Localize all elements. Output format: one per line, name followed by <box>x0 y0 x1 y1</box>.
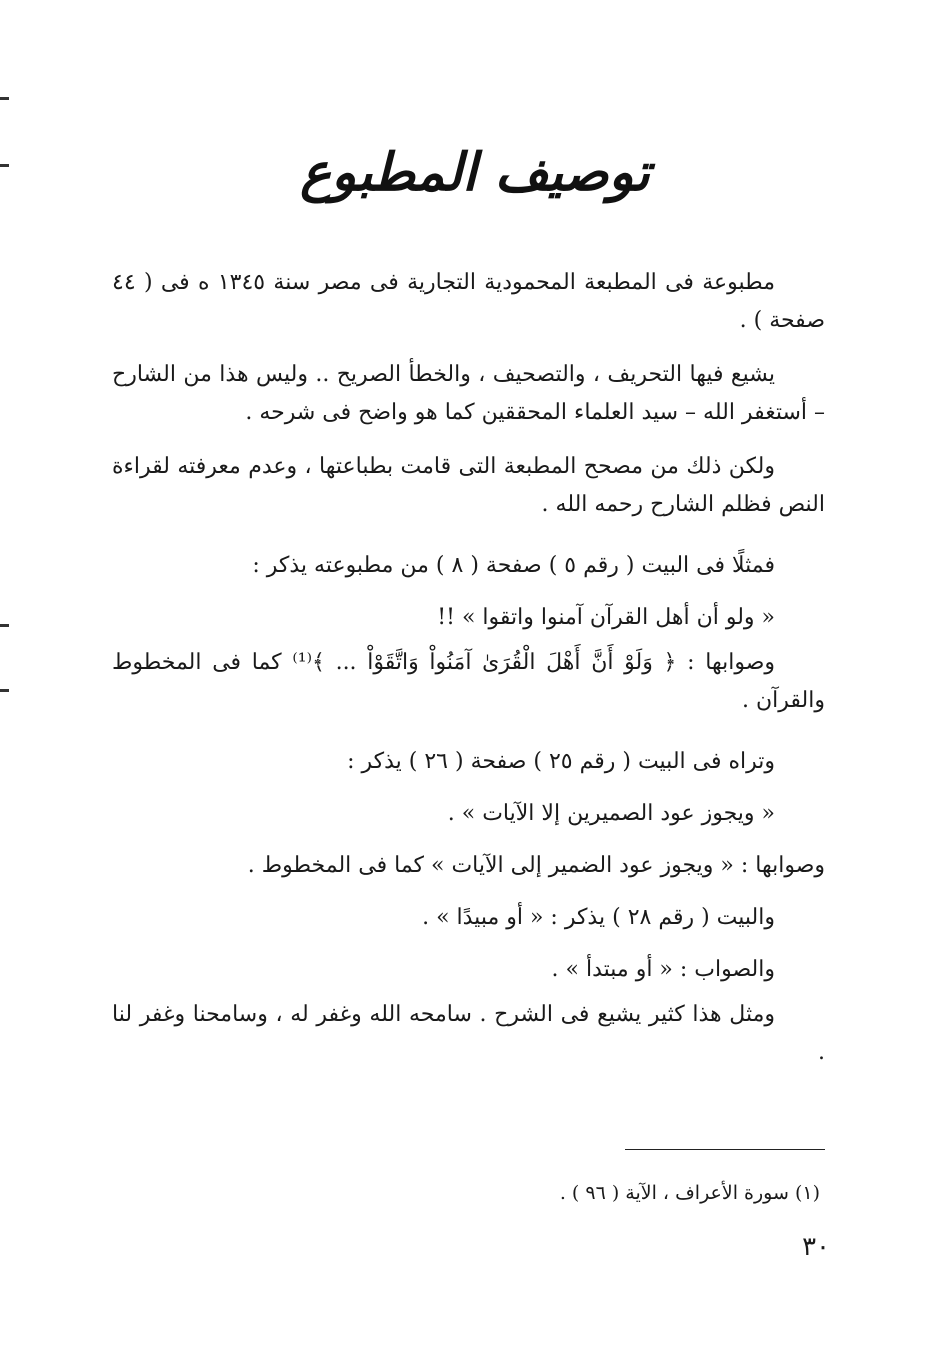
scan-edge-mark <box>0 689 9 692</box>
paragraph-corrector: ولكن ذلك من مصحح المطبعة التى قامت بطباعتها ، وعدم معرفته لقراءة النص فظلم الشارح رحمه الله . <box>112 454 825 517</box>
page-title: توصيف المطبوع <box>300 142 650 203</box>
quoted-error-line: « ولو أن أهل القرآن آمنوا واتقوا » !! <box>437 605 775 630</box>
correction-line: وصوابها : « ويجوز عود الضمير إلى الآيات » كما فى المخطوط . <box>247 853 825 878</box>
paragraph-errors: يشيع فيها التحريف ، والتصحيف ، والخطأ الصريح .. وليس هذا من الشارح – أستغفر الله – سيد العلماء المحققين كما هو واضح فى شرحه . <box>112 362 825 425</box>
main-text <box>112 264 825 1072</box>
paragraph-edition: مطبوعة فى المطبعة المحمودية التجارية فى مصر سنة ١٣٤٥ ه فى ( ٤٤ صفحة ) . <box>112 270 825 333</box>
quoted-error-line: « ويجوز عود الصميرين إلا الآيات » . <box>447 801 775 826</box>
scan-edge-mark <box>0 97 9 100</box>
scan-edge-mark <box>0 624 9 627</box>
example-line: والبيت ( رقم ٢٨ ) يذكر : « أو مبيدًا » . <box>422 905 775 930</box>
page-number: ٣٠ <box>802 1232 830 1262</box>
footnote-divider <box>625 1149 825 1150</box>
paragraph-closing: ومثل هذا كثير يشيع فى الشرح . سامحه الله وغفر له ، وسامحنا وغفر لنا . <box>112 1002 825 1065</box>
footnote: (١) سورة الأعراف ، الآية ( ٩٦ ) . <box>559 1182 820 1204</box>
correct-reading-line: والصواب : « أو مبتدأ » . <box>551 957 775 982</box>
example-line: فمثلًا فى البيت ( رقم ٥ ) صفحة ( ٨ ) من مطبوعته يذكر : <box>252 553 775 578</box>
paragraph-quran-correction: وصوابها : ﴿ وَلَوْ أَنَّ أَهْلَ الْقُرَىٰ آمَنُواْ وَاتَّقَوْاْ ... ﴾⁽¹⁾ كما فى المخطوط والقرآن . <box>112 650 825 713</box>
example-block-3 <box>112 892 825 996</box>
example-block-1 <box>112 540 825 644</box>
example-block-2 <box>112 736 825 840</box>
example-line: وتراه فى البيت ( رقم ٢٥ ) صفحة ( ٢٦ ) يذكر : <box>347 749 775 774</box>
